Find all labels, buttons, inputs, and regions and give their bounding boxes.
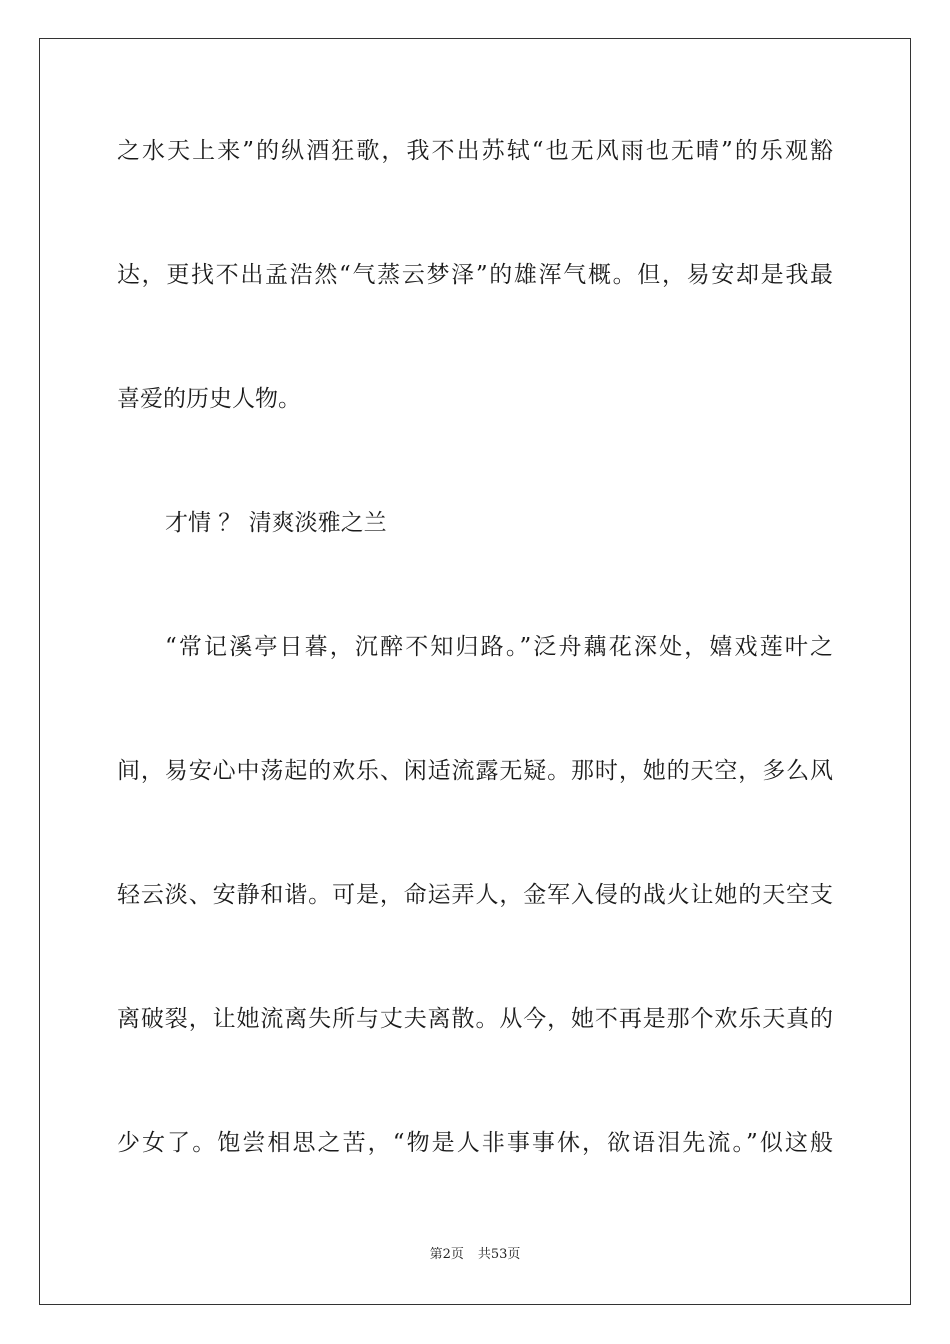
text-line: 喜爱的历史人物。 (117, 386, 301, 412)
text-line: 离破裂，让她流离失所与丈夫离散。从今，她不再是那个欢乐天真的 (117, 1006, 833, 1032)
section-heading: 才情 ？ 清爽淡雅之兰 (165, 510, 387, 536)
text-line: “常记溪亭日暮，沉醉不知归路。”泛舟藕花深处，嬉戏莲叶之 (165, 634, 833, 660)
page-total: 共53页 (477, 1247, 521, 1262)
text-line: 少女了。饱尝相思之苦，“物是人非事事休，欲语泪先流。”似这般 (117, 1130, 833, 1156)
text-line: 达，更找不出孟浩然“气蒸云梦泽”的雄浑气概。但，易安却是我最 (117, 262, 833, 288)
text-line: 轻云淡、安静和谐。可是，命运弄人，金军入侵的战火让她的天空支 (117, 882, 833, 908)
page-footer (0, 1246, 950, 1264)
text-line: 之水天上来”的纵酒狂歌，我不出苏轼“也无风雨也无晴”的乐观豁 (117, 138, 833, 164)
page-number: 第2页 (429, 1247, 464, 1262)
text-line: 间，易安心中荡起的欢乐、闲适流露无疑。那时，她的天空，多么风 (117, 758, 833, 784)
page-border (39, 38, 911, 1305)
